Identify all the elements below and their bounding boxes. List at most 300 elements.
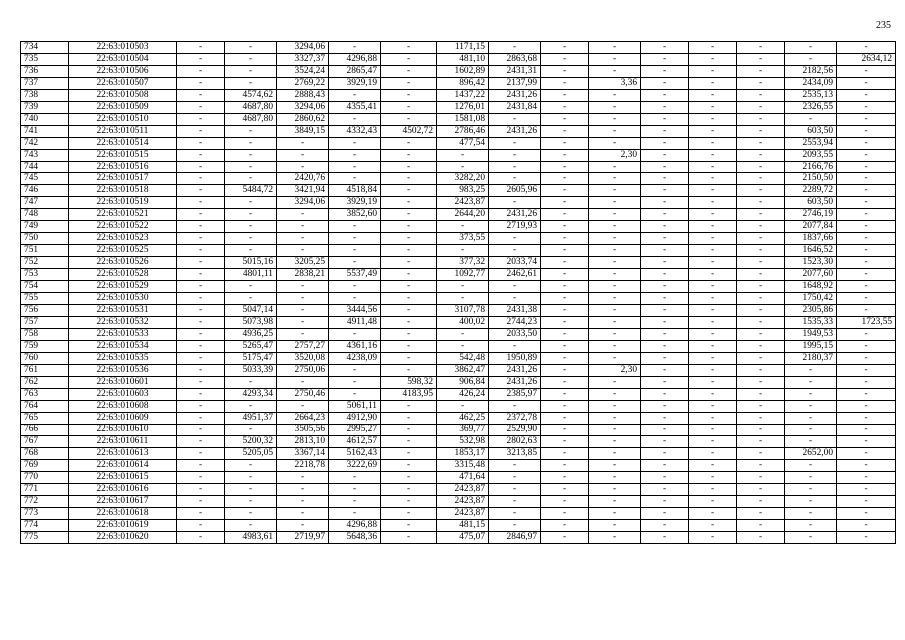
value-cell: - [589, 221, 641, 233]
value-cell: - [689, 101, 737, 113]
value-cell: - [641, 185, 689, 197]
value-cell: - [541, 472, 589, 484]
value-cell: - [225, 424, 277, 436]
value-cell: - [381, 269, 437, 281]
cadastral-number-cell: 22:63:010534 [69, 340, 177, 352]
value-cell: - [737, 316, 785, 328]
value-cell: - [329, 42, 381, 54]
cadastral-number-cell: 22:63:010610 [69, 424, 177, 436]
value-cell: 2289,72 [785, 185, 837, 197]
value-cell: - [277, 233, 329, 245]
value-cell: - [381, 173, 437, 185]
value-cell: - [737, 185, 785, 197]
value-cell: 2093,55 [785, 149, 837, 161]
value-cell: 3852,60 [329, 209, 381, 221]
value-cell: - [589, 304, 641, 316]
value-cell: - [541, 520, 589, 532]
value-cell: - [589, 42, 641, 54]
cadastral-number-cell: 22:63:010516 [69, 161, 177, 173]
value-cell: - [177, 137, 225, 149]
value-cell: - [589, 388, 641, 400]
value-cell: - [277, 520, 329, 532]
value-cell: 481,15 [437, 520, 489, 532]
value-cell: - [689, 137, 737, 149]
cadastral-number-cell: 22:63:010525 [69, 245, 177, 257]
table-row [21, 53, 896, 65]
value-cell: 3862,47 [437, 364, 489, 376]
value-cell: - [737, 221, 785, 233]
value-cell: - [641, 89, 689, 101]
value-cell: - [437, 293, 489, 305]
cadastral-number-cell: 22:63:010518 [69, 185, 177, 197]
value-cell: - [329, 484, 381, 496]
value-cell: - [641, 304, 689, 316]
value-cell: - [689, 472, 737, 484]
value-cell: - [837, 101, 896, 113]
value-cell: - [541, 352, 589, 364]
value-cell: 3929,19 [329, 197, 381, 209]
value-cell: - [689, 328, 737, 340]
row-number-cell: 748 [21, 209, 69, 221]
value-cell: 462,25 [437, 412, 489, 424]
value-cell: - [785, 472, 837, 484]
value-cell: - [381, 328, 437, 340]
value-cell: - [541, 436, 589, 448]
value-cell: - [689, 352, 737, 364]
value-cell: - [737, 42, 785, 54]
value-cell: - [381, 412, 437, 424]
value-cell: 2423,87 [437, 496, 489, 508]
value-cell: - [381, 42, 437, 54]
value-cell: - [177, 340, 225, 352]
value-cell: 426,24 [437, 388, 489, 400]
value-cell: 2605,96 [489, 185, 541, 197]
value-cell: - [225, 42, 277, 54]
value-cell: - [541, 448, 589, 460]
value-cell: - [641, 436, 689, 448]
value-cell: - [641, 77, 689, 89]
value-cell: - [689, 448, 737, 460]
value-cell: - [541, 281, 589, 293]
value-cell: - [837, 388, 896, 400]
cadastral-number-cell: 22:63:010619 [69, 520, 177, 532]
table-row [21, 149, 896, 161]
value-cell: - [381, 161, 437, 173]
value-cell: - [837, 77, 896, 89]
value-cell: - [177, 520, 225, 532]
value-cell: - [489, 42, 541, 54]
value-cell: - [329, 508, 381, 520]
value-cell: - [641, 364, 689, 376]
value-cell: 4687,80 [225, 101, 277, 113]
row-number-cell: 743 [21, 149, 69, 161]
value-cell: - [177, 257, 225, 269]
value-cell: - [689, 53, 737, 65]
value-cell: 2,30 [589, 364, 641, 376]
value-cell: - [541, 412, 589, 424]
value-cell: 2077,60 [785, 269, 837, 281]
value-cell: - [277, 400, 329, 412]
value-cell: - [737, 137, 785, 149]
row-number-cell: 765 [21, 412, 69, 424]
value-cell: 2,30 [589, 149, 641, 161]
value-cell: 2431,26 [489, 89, 541, 101]
value-cell: - [641, 448, 689, 460]
value-cell: - [689, 400, 737, 412]
value-cell: - [329, 376, 381, 388]
value-cell: - [689, 388, 737, 400]
value-cell: - [837, 412, 896, 424]
cadastral-number-cell: 22:63:010526 [69, 257, 177, 269]
value-cell: 4183,95 [381, 388, 437, 400]
value-cell: - [437, 281, 489, 293]
value-cell: - [489, 137, 541, 149]
value-cell: - [785, 388, 837, 400]
value-cell: - [381, 101, 437, 113]
value-cell: - [589, 293, 641, 305]
value-cell: - [589, 424, 641, 436]
value-cell: 2553,94 [785, 137, 837, 149]
value-cell: 1995,15 [785, 340, 837, 352]
value-cell: - [177, 460, 225, 472]
value-cell: - [837, 233, 896, 245]
value-cell: - [381, 352, 437, 364]
table-row [21, 532, 896, 544]
value-cell: 3520,08 [277, 352, 329, 364]
value-cell: 2846,97 [489, 532, 541, 544]
value-cell: 2033,74 [489, 257, 541, 269]
value-cell: - [225, 460, 277, 472]
row-number-cell: 734 [21, 42, 69, 54]
value-cell: - [437, 400, 489, 412]
value-cell: 5033,39 [225, 364, 277, 376]
value-cell: - [541, 161, 589, 173]
value-cell: - [837, 185, 896, 197]
value-cell: 4574,62 [225, 89, 277, 101]
value-cell: 598,32 [381, 376, 437, 388]
value-cell: - [381, 448, 437, 460]
value-cell: - [177, 197, 225, 209]
value-cell: - [489, 113, 541, 125]
value-cell: - [589, 460, 641, 472]
value-cell: - [541, 532, 589, 544]
value-cell: 4296,88 [329, 53, 381, 65]
value-cell: - [177, 125, 225, 137]
value-cell: - [225, 281, 277, 293]
row-number-cell: 774 [21, 520, 69, 532]
value-cell: - [589, 496, 641, 508]
table-row [21, 185, 896, 197]
value-cell: - [689, 209, 737, 221]
value-cell: - [737, 436, 785, 448]
value-cell: - [541, 221, 589, 233]
value-cell: 1276,01 [437, 101, 489, 113]
value-cell: - [177, 412, 225, 424]
cadastral-number-cell: 22:63:010515 [69, 149, 177, 161]
value-cell: 4296,88 [329, 520, 381, 532]
value-cell: - [641, 412, 689, 424]
value-cell: 2137,99 [489, 77, 541, 89]
row-number-cell: 753 [21, 269, 69, 281]
table-row [21, 161, 896, 173]
value-cell: - [737, 520, 785, 532]
value-cell: - [437, 245, 489, 257]
value-cell: - [689, 197, 737, 209]
value-cell: 5205,05 [225, 448, 277, 460]
value-cell: - [225, 400, 277, 412]
value-cell: - [737, 508, 785, 520]
value-cell: - [837, 293, 896, 305]
value-cell: 3205,25 [277, 257, 329, 269]
value-cell: 1171,15 [437, 42, 489, 54]
value-cell: - [837, 42, 896, 54]
value-cell: - [277, 161, 329, 173]
value-cell: 1523,30 [785, 257, 837, 269]
value-cell: - [837, 364, 896, 376]
value-cell: - [489, 484, 541, 496]
value-cell: - [737, 257, 785, 269]
row-number-cell: 742 [21, 137, 69, 149]
value-cell: - [177, 173, 225, 185]
value-cell: - [689, 185, 737, 197]
value-cell: 2746,19 [785, 209, 837, 221]
row-number-cell: 740 [21, 113, 69, 125]
value-cell: - [737, 209, 785, 221]
value-cell: - [541, 328, 589, 340]
cadastral-number-cell: 22:63:010507 [69, 77, 177, 89]
cadastral-number-cell: 22:63:010509 [69, 101, 177, 113]
value-cell: - [489, 460, 541, 472]
value-cell: - [329, 245, 381, 257]
value-cell: 2305,86 [785, 304, 837, 316]
value-cell: - [329, 89, 381, 101]
value-cell: - [837, 257, 896, 269]
value-cell: 2865,47 [329, 65, 381, 77]
value-cell: - [589, 137, 641, 149]
value-cell: - [541, 388, 589, 400]
cadastral-number-cell: 22:63:010609 [69, 412, 177, 424]
value-cell: - [541, 340, 589, 352]
value-cell: 2757,27 [277, 340, 329, 352]
value-cell: - [541, 42, 589, 54]
value-cell: - [641, 352, 689, 364]
value-cell: 1837,66 [785, 233, 837, 245]
value-cell: - [641, 472, 689, 484]
value-cell: - [541, 376, 589, 388]
value-cell: - [641, 221, 689, 233]
value-cell: - [641, 42, 689, 54]
cadastral-number-cell: 22:63:010528 [69, 269, 177, 281]
cadastral-number-cell: 22:63:010617 [69, 496, 177, 508]
cadastral-number-cell: 22:63:010503 [69, 42, 177, 54]
value-cell: 2326,55 [785, 101, 837, 113]
table-row [21, 197, 896, 209]
cadastral-number-cell: 22:63:010535 [69, 352, 177, 364]
value-cell: - [641, 257, 689, 269]
value-cell: - [177, 233, 225, 245]
value-cell: - [437, 221, 489, 233]
value-cell: - [225, 508, 277, 520]
value-cell: - [641, 376, 689, 388]
value-cell: - [837, 304, 896, 316]
table-row [21, 125, 896, 137]
value-cell: - [641, 209, 689, 221]
value-cell: - [785, 400, 837, 412]
value-cell: - [589, 400, 641, 412]
row-number-cell: 737 [21, 77, 69, 89]
value-cell: - [641, 125, 689, 137]
value-cell: 5265,47 [225, 340, 277, 352]
value-cell: - [225, 209, 277, 221]
value-cell: - [737, 448, 785, 460]
row-number-cell: 741 [21, 125, 69, 137]
value-cell: 2431,26 [489, 364, 541, 376]
value-cell: - [329, 113, 381, 125]
table-row [21, 328, 896, 340]
value-cell: - [589, 161, 641, 173]
value-cell: - [381, 436, 437, 448]
value-cell: - [689, 161, 737, 173]
row-number-cell: 755 [21, 293, 69, 305]
value-cell: 3929,19 [329, 77, 381, 89]
table-row [21, 412, 896, 424]
value-cell: - [489, 508, 541, 520]
value-cell: 3421,94 [277, 185, 329, 197]
value-cell: - [641, 484, 689, 496]
value-cell: - [381, 340, 437, 352]
value-cell: 471,64 [437, 472, 489, 484]
value-cell: - [689, 125, 737, 137]
value-cell: 4238,09 [329, 352, 381, 364]
value-cell: - [329, 388, 381, 400]
value-cell: - [177, 245, 225, 257]
value-cell: 4361,16 [329, 340, 381, 352]
value-cell: - [329, 328, 381, 340]
value-cell: - [381, 89, 437, 101]
value-cell: 3327,37 [277, 53, 329, 65]
cadastral-number-cell: 22:63:010608 [69, 400, 177, 412]
value-cell: - [329, 137, 381, 149]
row-number-cell: 754 [21, 281, 69, 293]
value-cell: 2423,87 [437, 484, 489, 496]
value-cell: - [837, 125, 896, 137]
value-cell: - [689, 293, 737, 305]
row-number-cell: 767 [21, 436, 69, 448]
value-cell: - [541, 101, 589, 113]
row-number-cell: 764 [21, 400, 69, 412]
value-cell: 2150,50 [785, 173, 837, 185]
value-cell: - [641, 281, 689, 293]
value-cell: - [641, 149, 689, 161]
value-cell: - [837, 149, 896, 161]
table-row [21, 101, 896, 113]
cadastral-number-cell: 22:63:010508 [69, 89, 177, 101]
row-number-cell: 749 [21, 221, 69, 233]
value-cell: - [541, 460, 589, 472]
row-number-cell: 757 [21, 316, 69, 328]
cadastral-number-cell: 22:63:010511 [69, 125, 177, 137]
value-cell: 3849,15 [277, 125, 329, 137]
value-cell: - [381, 316, 437, 328]
value-cell: - [589, 484, 641, 496]
value-cell: - [381, 53, 437, 65]
value-cell: - [489, 245, 541, 257]
value-cell: - [489, 496, 541, 508]
row-number-cell: 746 [21, 185, 69, 197]
value-cell: 2431,84 [489, 101, 541, 113]
value-cell: - [641, 197, 689, 209]
value-cell: - [641, 269, 689, 281]
value-cell: - [177, 185, 225, 197]
value-cell: - [277, 149, 329, 161]
value-cell: 4951,37 [225, 412, 277, 424]
value-cell: - [641, 460, 689, 472]
table-row [21, 520, 896, 532]
value-cell: - [541, 197, 589, 209]
value-cell: - [737, 125, 785, 137]
value-cell: - [641, 293, 689, 305]
value-cell: - [737, 472, 785, 484]
value-cell: 5073,98 [225, 316, 277, 328]
value-cell: - [737, 77, 785, 89]
value-cell: - [589, 352, 641, 364]
value-cell: - [225, 77, 277, 89]
value-cell: - [329, 161, 381, 173]
value-cell: - [437, 328, 489, 340]
value-cell: - [589, 448, 641, 460]
row-number-cell: 772 [21, 496, 69, 508]
value-cell: - [489, 149, 541, 161]
value-cell: - [837, 496, 896, 508]
row-number-cell: 758 [21, 328, 69, 340]
value-cell: - [641, 340, 689, 352]
value-cell: 2218,78 [277, 460, 329, 472]
value-cell: - [837, 137, 896, 149]
value-cell: 4912,90 [329, 412, 381, 424]
value-cell: - [785, 460, 837, 472]
table-row [21, 89, 896, 101]
value-cell: - [589, 508, 641, 520]
value-cell: 2888,43 [277, 89, 329, 101]
value-cell: 2431,26 [489, 376, 541, 388]
value-cell: - [589, 436, 641, 448]
value-cell: - [785, 436, 837, 448]
value-cell: - [541, 149, 589, 161]
value-cell: 373,55 [437, 233, 489, 245]
value-cell: - [737, 161, 785, 173]
value-cell: - [689, 42, 737, 54]
value-cell: - [785, 53, 837, 65]
value-cell: - [641, 137, 689, 149]
value-cell: 1750,42 [785, 293, 837, 305]
value-cell: - [177, 161, 225, 173]
value-cell: - [737, 352, 785, 364]
value-cell: - [737, 364, 785, 376]
row-number-cell: 773 [21, 508, 69, 520]
value-cell: - [277, 245, 329, 257]
value-cell: - [177, 352, 225, 364]
value-cell: 2995,27 [329, 424, 381, 436]
value-cell: - [837, 221, 896, 233]
value-cell: - [641, 388, 689, 400]
value-cell: - [837, 269, 896, 281]
value-cell: 369,77 [437, 424, 489, 436]
cadastral-number-cell: 22:63:010522 [69, 221, 177, 233]
table-row [21, 400, 896, 412]
value-cell: 2813,10 [277, 436, 329, 448]
value-cell: - [641, 316, 689, 328]
cadastral-number-cell: 22:63:010529 [69, 281, 177, 293]
